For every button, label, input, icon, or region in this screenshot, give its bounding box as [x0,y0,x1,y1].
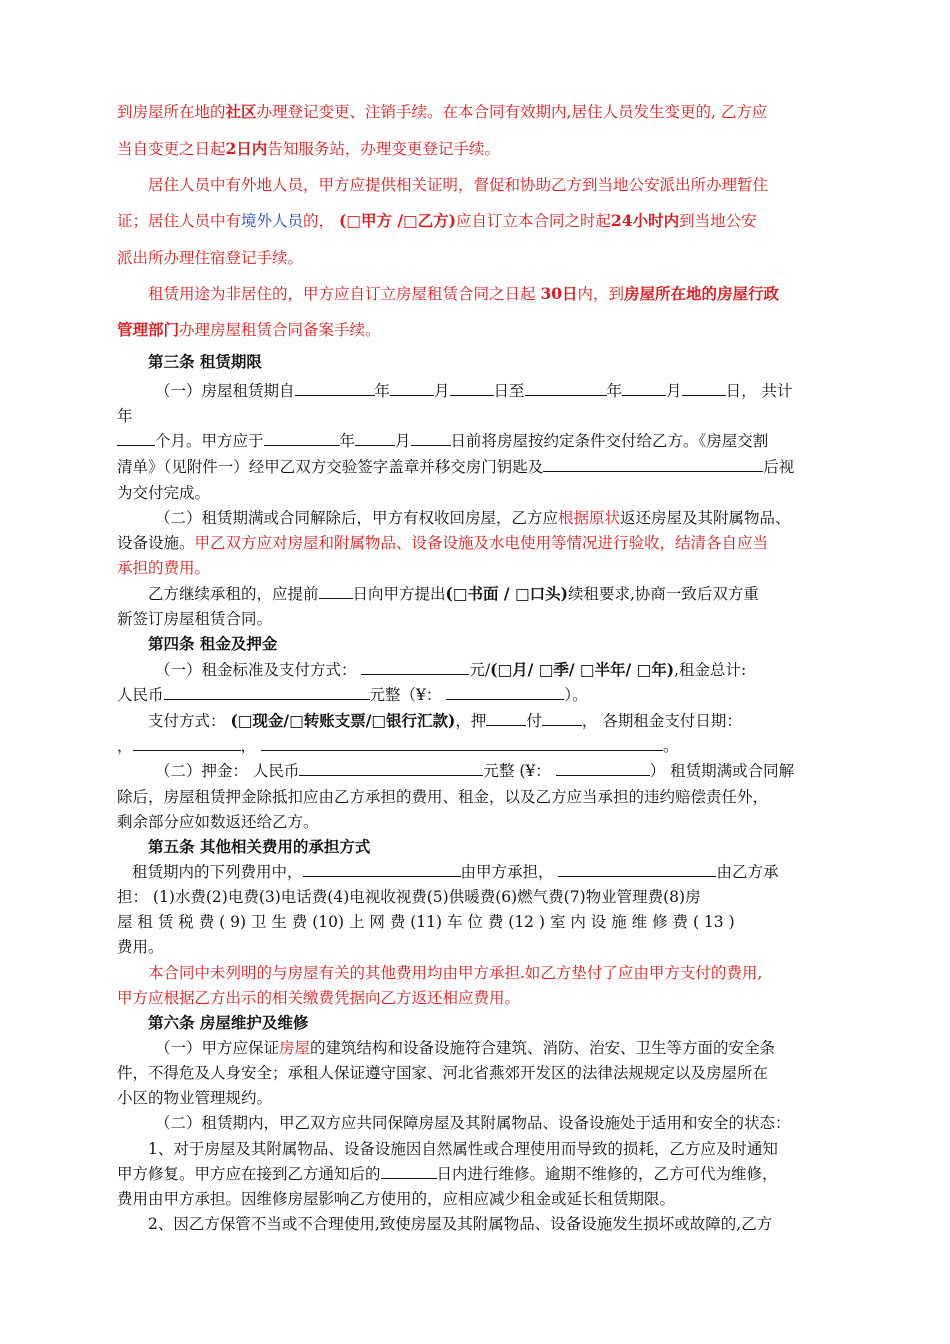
text-run: 年 [339,432,356,450]
text-run: 24小时内 [611,211,680,230]
blank-field-line [319,583,353,599]
text-line [117,319,833,341]
blank-field-line [355,430,395,446]
text-run: 日向甲方提出 [352,585,446,603]
blank-field-line [303,861,461,877]
text-line [117,405,833,427]
section-heading [117,633,864,655]
text-line [117,1188,833,1210]
text-line [117,886,833,908]
text-run: 的， [303,212,339,230]
text-line [117,1062,833,1084]
text-line [117,507,871,529]
text-line [117,101,833,123]
text-line [117,532,833,554]
text-run: ,租金总计: [674,661,747,679]
blank-field-line [542,710,582,726]
blank-field-line [682,380,726,396]
text-run: ） 租赁期满或合同解 [649,762,795,780]
text-line [117,861,848,883]
text-run: 人民币 [117,686,164,704]
text-line [117,482,833,504]
text-run: 续租要求,协商一致后双方重 [567,585,759,603]
text-run: 租赁用途为非居住的，甲方应自订立房屋租赁合同之日起 [148,285,541,303]
blank-field-line [264,430,340,446]
text-line [117,735,833,757]
text-run: 元/ [469,661,491,679]
text-run: 到房屋所在地的 [117,103,226,121]
text-run: 设备设施。 [117,534,195,552]
text-run: 告知服务站，办理变更登记手续。 [267,140,500,158]
text-run: 的建筑结构和设备设施符合建筑、消防、治安、卫生等方面的安全条 [310,1039,776,1057]
blank-field-line [622,380,666,396]
text-run: 甲方修复。甲方应在接到乙方通知后的 [117,1165,381,1183]
text-run: 办理房屋租赁合同备案手续。 [179,321,381,339]
text-run: 2、因乙方保管不当或不合理使用,致使房屋及其附属物品、设备设施发生损坏或故障的,乙方 [148,1215,773,1233]
text-run: 元整 (¥： [483,762,556,780]
text-run: 日， 共计 [725,382,793,400]
blank-field-line [117,430,155,446]
blank-field-line [543,456,763,472]
blank-field-line [558,861,716,877]
blank-field-line [164,684,370,700]
text-run: 费用由甲方承担。因维修房屋影响乙方使用的，应相应减少租金或延长租赁期限。 [117,1190,676,1208]
text-run: 根据原状 [558,509,621,527]
text-run: 除后，房屋租赁押金除抵扣应由乙方承担的费用、租金，以及乙方应当承担的违约赔偿责任外， [117,788,769,806]
text-run: 到当地公安 [679,212,757,230]
blank-field-line [361,659,469,675]
text-run: 件，不得危及人身安全；承租人保证遵守国家、河北省燕郊开发区的法律法规规定以及房屋所在 [117,1064,769,1082]
text-run: 。 [662,737,679,755]
text-run: （二）租赁期内，甲乙双方应共同保障房屋及其附属物品、设备设施处于适用和安全的状态： [155,1114,791,1132]
blank-field-line [133,735,241,751]
text-run: 剩余部分应如数返还给乙方。 [117,813,319,831]
blank-field-line [261,735,663,751]
text-run: 个月。甲方应于 [155,432,264,450]
text-run: ， [240,737,261,755]
text-line [117,557,833,579]
text-line [117,1163,833,1185]
text-run: 支付方式： [148,712,231,730]
text-run: （二）押金： 人民币 [155,762,300,780]
text-run: （一）房屋租赁期自 [155,382,295,400]
text-line [117,1112,871,1134]
text-run: 第四条 租金及押金 [148,634,278,653]
text-run: 年 [606,382,623,400]
blank-field-line [411,430,451,446]
text-run: (□现金/□转账支票/□银行汇款) [230,711,456,730]
blank-field-line [525,380,607,396]
text-run: 甲方应根据乙方出示的相关缴费凭据向乙方返还相应费用。 [117,989,521,1007]
text-run: 办理登记变更、注销手续。在本合同有效期内,居住人员发生变更的, 乙方应 [256,103,768,121]
text-line [117,583,864,605]
blank-field-line [381,1163,437,1179]
blank-field-line [556,760,650,776]
text-run: 月 [434,382,450,400]
text-run: 小区的物业管理规约。 [117,1089,273,1107]
text-run: 月 [666,382,682,400]
text-run: 甲乙双方应对房屋和附属物品、设备设施及水电使用等情况进行验收，结清各自应当 [194,534,769,552]
text-run: 后视 [763,458,795,476]
text-run: (□月/ □季/ □半年/ □年) [490,660,675,679]
text-run: 第三条 租赁期限 [148,352,262,371]
text-run: 租赁期内的下列费用中， [132,863,303,881]
text-run: 月 [395,432,411,450]
text-line [117,684,833,706]
text-line [117,138,833,160]
text-line [117,1037,871,1059]
text-run: 1、对于房屋及其附属物品、设备设施因自然属性或合理使用而导致的损耗，乙方应及时通知 [148,1140,778,1158]
blank-field-line [299,760,483,776]
text-run: ， [117,737,133,755]
text-line [117,710,864,732]
text-line [117,962,864,984]
text-line [117,210,833,232]
blank-field-line [295,380,375,396]
text-line [117,1213,864,1235]
text-line [117,987,833,1009]
section-heading [117,351,864,373]
text-run: 第五条 其他相关费用的承担方式 [148,837,371,856]
text-run: 房屋所在地的房屋行政 [624,284,780,303]
blank-field-line [390,380,434,396]
text-run: 内，到 [577,285,625,303]
text-run: 付 [526,712,542,730]
text-line [117,283,864,305]
text-line [117,659,871,681]
text-run: 为交付完成。 [117,484,211,502]
text-run: 日前将房屋按约定条件交付给乙方。《房屋交割 [450,432,769,450]
text-run: 2日内 [225,139,268,158]
text-run: 由乙方承 [716,863,779,881]
text-run: 第六条 房屋维护及维修 [148,1013,309,1032]
text-line [117,174,864,196]
text-run: (□书面 / □口头) [445,584,568,603]
text-run: 乙方继续承租的，应提前 [148,585,319,603]
text-line [117,911,833,933]
text-run: 年 [117,407,133,425]
text-run: 管理部门 [117,320,180,339]
text-run: 返还房屋及其附属物品、 [620,509,791,527]
text-run: 境外人员 [241,212,304,230]
text-run: 元整（¥： [369,686,447,704]
text-run: (□甲方 /□乙方) [338,211,456,230]
text-run: （一）甲方应保证 [155,1039,280,1057]
text-run: 新签订房屋租赁合同。 [117,610,273,628]
text-run: 应自订立本合同之时起 [455,212,611,230]
text-line [117,608,833,630]
text-line [117,456,833,478]
text-run: 社区 [225,102,257,121]
text-run: 屋 租 赁 税 费 ( 9) 卫 生 费 (10) 上 网 费 (11) 车 位 费 (12 ) 室 内 设 施 维 修 费 ( 13 ) [117,913,735,931]
text-run: 30日 [540,284,578,303]
blank-field-line [446,684,564,700]
text-run: 房屋 [279,1039,311,1057]
text-line [117,811,833,833]
text-run: 日至 [493,382,525,400]
text-run: ， 各期租金支付日期： [581,712,742,730]
text-run: 居住人员中有外地人员，甲方应提供相关证明，督促和协助乙方到当地公安派出所办理暂住 [148,176,769,194]
text-run: 当自变更之日起 [117,140,226,158]
text-line [117,430,833,452]
text-run: 派出所办理住宿登记手续。 [117,249,304,267]
text-run: 由甲方承担， [460,863,559,881]
section-heading [117,1012,864,1034]
text-line [117,936,833,958]
blank-field-line [450,380,494,396]
text-run: 承担的费用。 [117,559,211,577]
text-line [117,247,833,269]
text-run: 担： (1)水费(2)电费(3)电话费(4)电视收视费(5)供暖费(6)燃气费(7)物业管理费(8)房 [117,888,701,906]
blank-field-line [486,710,526,726]
text-run: ，押 [455,712,487,730]
text-run: 年 [374,382,391,400]
text-run: （一）租金标准及支付方式： [155,661,362,679]
text-run: 证；居住人员中有 [117,212,242,230]
text-run: 清单》（见附件一）经甲乙双方交验签字盖章并移交房门钥匙及 [117,458,544,476]
section-heading [117,836,864,858]
text-run: ）。 [564,686,588,704]
text-line [117,1138,864,1160]
text-run: 本合同中未列明的与房屋有关的其他费用均由甲方承担.如乙方垫付了应由甲方支付的费用, [148,964,763,982]
text-line [117,760,871,782]
text-line [117,786,833,808]
text-line [117,380,871,402]
text-run: 费用。 [117,938,164,956]
text-run: （二）租赁期满或合同解除后，甲方有权收回房屋，乙方应 [155,509,559,527]
text-run: 日内进行维修。逾期不维修的，乙方可代为维修， [436,1165,778,1183]
text-line [117,1087,833,1109]
